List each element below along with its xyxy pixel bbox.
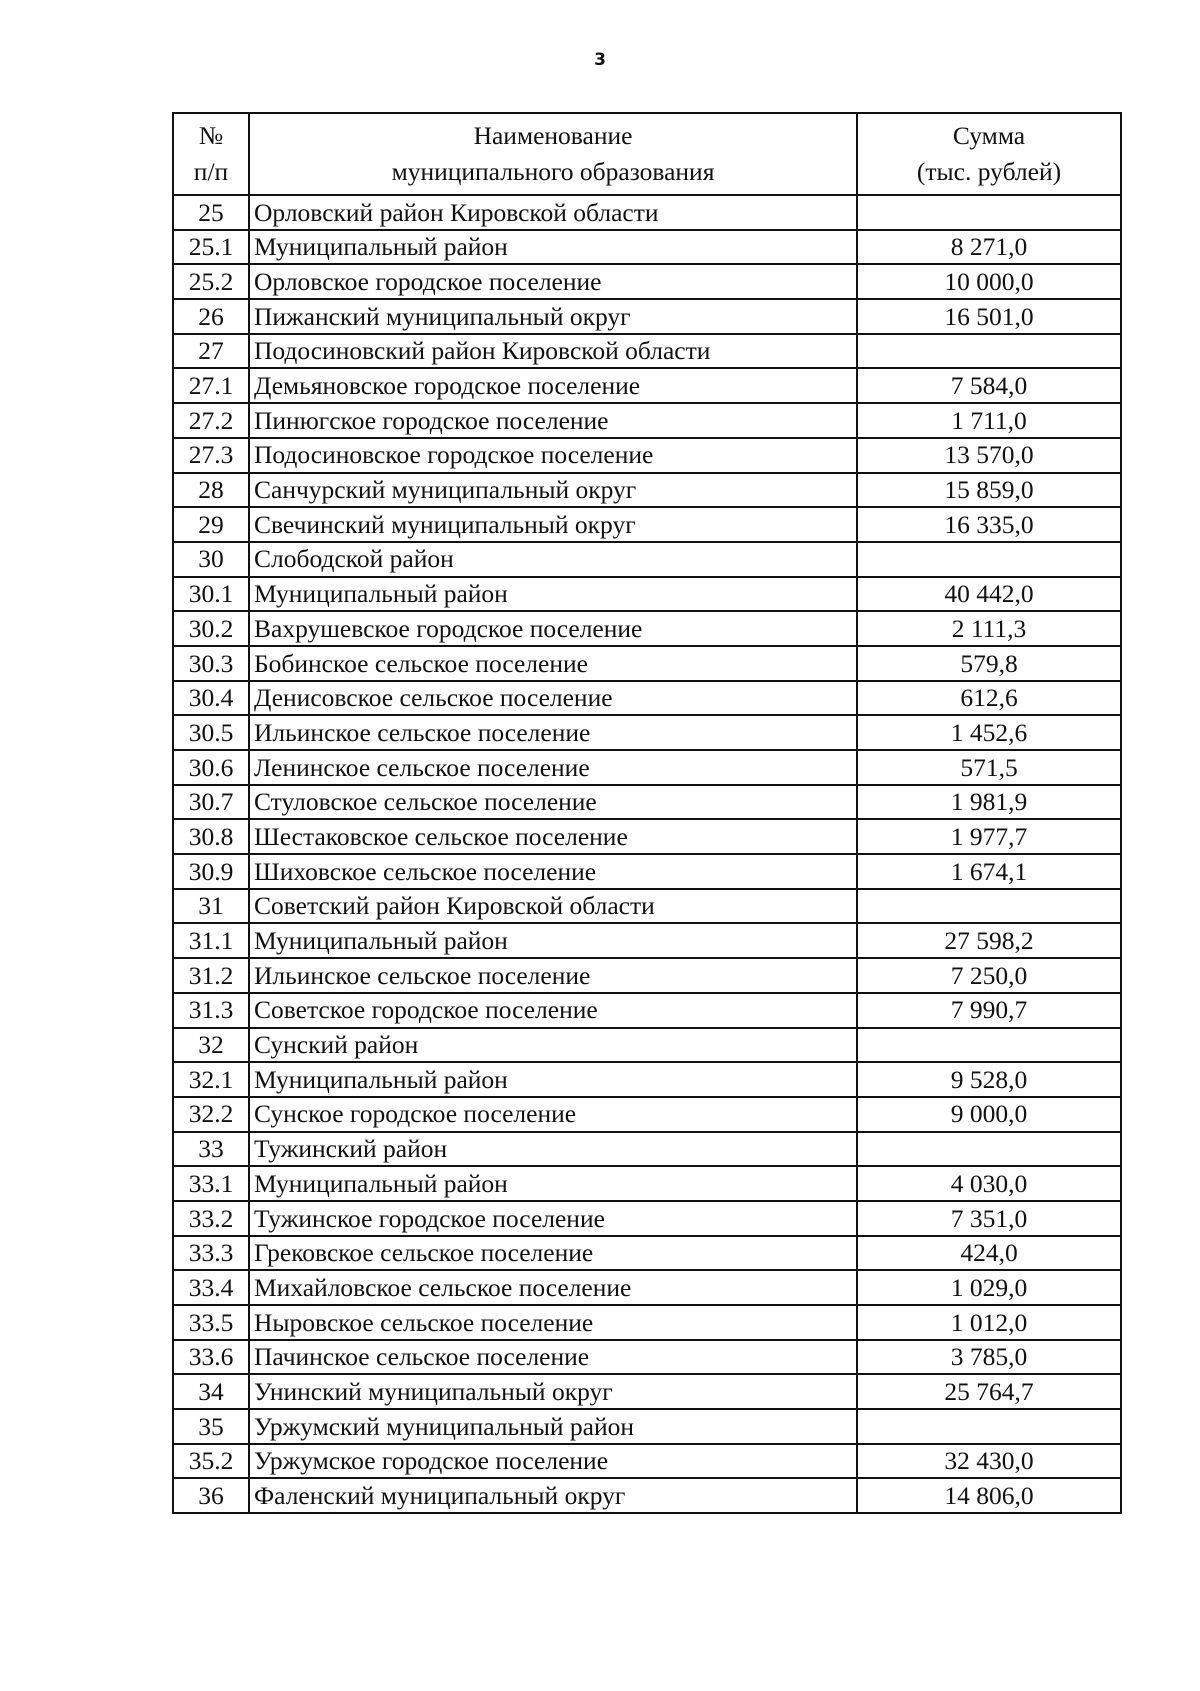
municipality-name-cell: Бобинское сельское поселение [249, 646, 857, 681]
row-number-cell: 35.2 [173, 1444, 249, 1479]
sum-cell: 1 012,0 [857, 1305, 1121, 1340]
table-row [173, 1478, 1121, 1513]
municipality-name-cell: Шиховское сельское поселение [249, 854, 857, 889]
table-row [173, 1305, 1121, 1340]
municipality-name-cell: Сунское городское поселение [249, 1097, 857, 1132]
sum-cell: 15 859,0 [857, 473, 1121, 508]
municipality-name-cell: Советское городское поселение [249, 993, 857, 1028]
sum-cell: 7 584,0 [857, 368, 1121, 403]
municipality-name-cell: Ленинское сельское поселение [249, 750, 857, 785]
sum-cell: 27 598,2 [857, 923, 1121, 958]
municipality-name-cell: Муниципальный район [249, 1166, 857, 1201]
row-number-cell: 27.3 [173, 438, 249, 473]
row-number-cell: 35 [173, 1409, 249, 1444]
municipality-name-cell: Ильинское сельское поселение [249, 958, 857, 993]
sum-cell: 612,6 [857, 681, 1121, 716]
table-row [173, 681, 1121, 716]
table-row [173, 923, 1121, 958]
row-number-cell: 25 [173, 195, 249, 230]
sum-cell: 7 990,7 [857, 993, 1121, 1028]
table-row [173, 195, 1121, 230]
municipality-name-cell: Уржумское городское поселение [249, 1444, 857, 1479]
municipality-name-cell: Свечинский муниципальный округ [249, 507, 857, 542]
row-number-cell: 30.8 [173, 819, 249, 854]
row-number-cell: 30.9 [173, 854, 249, 889]
row-number-cell: 32 [173, 1028, 249, 1063]
table-row [173, 1097, 1121, 1132]
municipality-name-cell: Уржумский муниципальный район [249, 1409, 857, 1444]
table-row [173, 507, 1121, 542]
sum-cell [857, 195, 1121, 230]
row-number-cell: 31.2 [173, 958, 249, 993]
page-number: 3 [594, 50, 606, 70]
municipality-name-cell: Пинюгское городское поселение [249, 403, 857, 438]
header-sum-column [857, 113, 1121, 195]
municipality-name-cell: Орловское городское поселение [249, 264, 857, 299]
row-number-cell: 30.5 [173, 715, 249, 750]
municipality-name-cell: Демьяновское городское поселение [249, 368, 857, 403]
row-number-cell: 30 [173, 542, 249, 577]
table-row [173, 715, 1121, 750]
row-number-cell: 33.5 [173, 1305, 249, 1340]
row-number-cell: 25.2 [173, 264, 249, 299]
municipality-name-cell: Муниципальный район [249, 577, 857, 612]
sum-cell: 16 335,0 [857, 507, 1121, 542]
sum-cell: 3 785,0 [857, 1340, 1121, 1375]
row-number-cell: 33.3 [173, 1236, 249, 1271]
sum-cell [857, 1132, 1121, 1167]
table-row [173, 230, 1121, 265]
municipality-name-cell: Тужинское городское поселение [249, 1201, 857, 1236]
row-number-cell: 33 [173, 1132, 249, 1167]
sum-cell: 8 271,0 [857, 230, 1121, 265]
sum-cell: 25 764,7 [857, 1374, 1121, 1409]
sum-cell [857, 1409, 1121, 1444]
table-row [173, 1236, 1121, 1271]
municipality-name-cell: Ильинское сельское поселение [249, 715, 857, 750]
municipality-name-cell: Ныровское сельское поселение [249, 1305, 857, 1340]
header-name-line2: муниципального образования [391, 157, 715, 186]
table-row [173, 438, 1121, 473]
row-number-cell: 30.1 [173, 577, 249, 612]
table-row [173, 889, 1121, 924]
allocation-table [172, 112, 1122, 1514]
sum-cell: 424,0 [857, 1236, 1121, 1271]
row-number-cell: 31.1 [173, 923, 249, 958]
sum-cell: 40 442,0 [857, 577, 1121, 612]
sum-cell [857, 334, 1121, 369]
municipality-name-cell: Унинский муниципальный округ [249, 1374, 857, 1409]
municipality-name-cell: Сунский район [249, 1028, 857, 1063]
row-number-cell: 32.1 [173, 1062, 249, 1097]
row-number-cell: 30.3 [173, 646, 249, 681]
municipality-name-cell: Фаленский муниципальный округ [249, 1478, 857, 1513]
table-row [173, 646, 1121, 681]
table-row [173, 1062, 1121, 1097]
table-row [173, 854, 1121, 889]
municipality-name-cell: Тужинский район [249, 1132, 857, 1167]
sum-cell: 14 806,0 [857, 1478, 1121, 1513]
sum-cell: 571,5 [857, 750, 1121, 785]
municipality-name-cell: Стуловское сельское поселение [249, 785, 857, 820]
municipality-name-cell: Вахрушевское городское поселение [249, 611, 857, 646]
table-row [173, 368, 1121, 403]
header-number-line2: п/п [193, 157, 229, 186]
row-number-cell: 29 [173, 507, 249, 542]
row-number-cell: 27.2 [173, 403, 249, 438]
sum-cell [857, 1028, 1121, 1063]
table-row [173, 299, 1121, 334]
municipality-name-cell: Муниципальный район [249, 923, 857, 958]
sum-cell: 9 528,0 [857, 1062, 1121, 1097]
municipality-name-cell: Муниципальный район [249, 230, 857, 265]
header-number-line1: № [198, 121, 224, 150]
sum-cell: 7 250,0 [857, 958, 1121, 993]
row-number-cell: 28 [173, 473, 249, 508]
sum-cell: 16 501,0 [857, 299, 1121, 334]
table-row [173, 1028, 1121, 1063]
row-number-cell: 33.2 [173, 1201, 249, 1236]
header-sum-line1: Сумма [952, 121, 1026, 150]
table-row [173, 819, 1121, 854]
row-number-cell: 30.7 [173, 785, 249, 820]
header-name-column [249, 113, 857, 195]
municipality-name-cell: Подосиновское городское поселение [249, 438, 857, 473]
table-body [173, 195, 1121, 1513]
sum-cell: 4 030,0 [857, 1166, 1121, 1201]
table-row [173, 403, 1121, 438]
table-row [173, 1166, 1121, 1201]
header-sum-line2: (тыс. рублей) [916, 157, 1062, 186]
municipality-name-cell: Грековское сельское поселение [249, 1236, 857, 1271]
sum-cell: 1 977,7 [857, 819, 1121, 854]
municipality-name-cell: Советский район Кировской области [249, 889, 857, 924]
row-number-cell: 33.1 [173, 1166, 249, 1201]
row-number-cell: 30.4 [173, 681, 249, 716]
table-row [173, 542, 1121, 577]
row-number-cell: 27 [173, 334, 249, 369]
table-row [173, 1201, 1121, 1236]
table-row [173, 1409, 1121, 1444]
table-row [173, 1132, 1121, 1167]
table-row [173, 334, 1121, 369]
row-number-cell: 36 [173, 1478, 249, 1513]
municipality-name-cell: Денисовское сельское поселение [249, 681, 857, 716]
table-row [173, 1340, 1121, 1375]
sum-cell: 2 111,3 [857, 611, 1121, 646]
header-name-line1: Наименование [473, 121, 633, 150]
row-number-cell: 30.6 [173, 750, 249, 785]
sum-cell [857, 889, 1121, 924]
municipality-name-cell: Орловский район Кировской области [249, 195, 857, 230]
sum-cell: 7 351,0 [857, 1201, 1121, 1236]
row-number-cell: 33.6 [173, 1340, 249, 1375]
municipality-name-cell: Слободской район [249, 542, 857, 577]
table-row [173, 264, 1121, 299]
sum-cell: 10 000,0 [857, 264, 1121, 299]
table-row [173, 1444, 1121, 1479]
table-row [173, 750, 1121, 785]
municipality-name-cell: Санчурский муниципальный округ [249, 473, 857, 508]
table-header [173, 113, 1121, 195]
table-row [173, 993, 1121, 1028]
table-row [173, 958, 1121, 993]
table-row [173, 1374, 1121, 1409]
sum-cell: 32 430,0 [857, 1444, 1121, 1479]
sum-cell: 579,8 [857, 646, 1121, 681]
row-number-cell: 25.1 [173, 230, 249, 265]
row-number-cell: 33.4 [173, 1270, 249, 1305]
sum-cell: 1 711,0 [857, 403, 1121, 438]
row-number-cell: 32.2 [173, 1097, 249, 1132]
municipality-name-cell: Подосиновский район Кировской области [249, 334, 857, 369]
row-number-cell: 30.2 [173, 611, 249, 646]
table-row [173, 611, 1121, 646]
sum-cell: 1 029,0 [857, 1270, 1121, 1305]
municipality-name-cell: Михайловское сельское поселение [249, 1270, 857, 1305]
row-number-cell: 31.3 [173, 993, 249, 1028]
row-number-cell: 34 [173, 1374, 249, 1409]
sum-cell: 1 674,1 [857, 854, 1121, 889]
table-row [173, 785, 1121, 820]
table-row [173, 473, 1121, 508]
municipality-name-cell: Шестаковское сельское поселение [249, 819, 857, 854]
row-number-cell: 27.1 [173, 368, 249, 403]
row-number-cell: 31 [173, 889, 249, 924]
table-row [173, 577, 1121, 612]
sum-cell: 13 570,0 [857, 438, 1121, 473]
header-number-column [173, 113, 249, 195]
header-row [173, 113, 1121, 195]
municipality-name-cell: Муниципальный район [249, 1062, 857, 1097]
municipality-name-cell: Пижанский муниципальный округ [249, 299, 857, 334]
sum-cell: 9 000,0 [857, 1097, 1121, 1132]
sum-cell: 1 452,6 [857, 715, 1121, 750]
row-number-cell: 26 [173, 299, 249, 334]
sum-cell [857, 542, 1121, 577]
municipality-name-cell: Пачинское сельское поселение [249, 1340, 857, 1375]
sum-cell: 1 981,9 [857, 785, 1121, 820]
table-row [173, 1270, 1121, 1305]
